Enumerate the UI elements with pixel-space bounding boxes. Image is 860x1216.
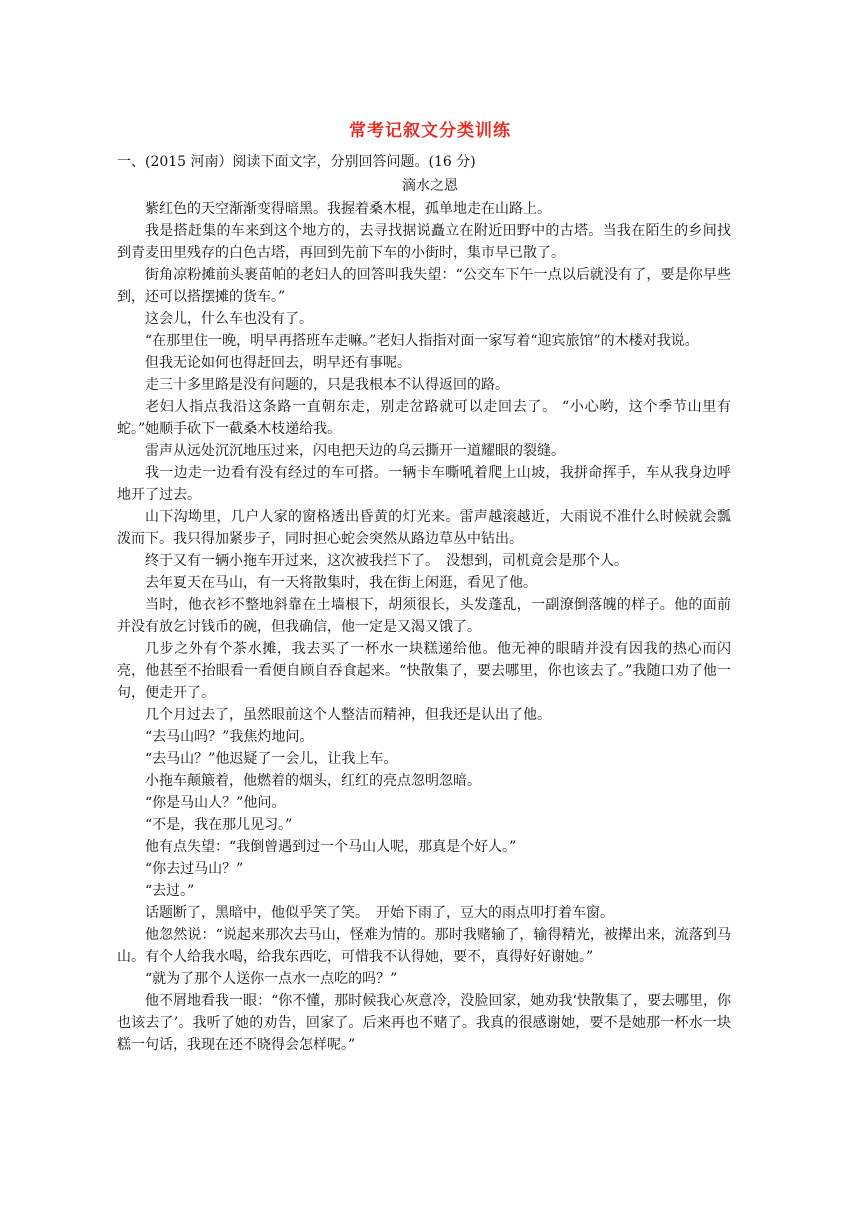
- question-header: 一、(2015 河南）阅读下面文字，分别回答问题。(16 分): [117, 154, 476, 170]
- story-paragraph: 几个月过去了，虽然眼前这个人整洁而精神，但我还是认出了他。: [145, 707, 551, 723]
- story-paragraph: 老妇人指点我沿这条路一直朝东走，别走岔路就可以走回去了。 “小心哟，这个季节山里有蛇。”她顺手砍下一截桑木枝递给我。: [117, 399, 731, 437]
- story-title: 滴水之恩: [402, 178, 458, 194]
- story-paragraph: 话题断了，黑暗中，他似乎笑了笑。 开始下雨了，豆大的雨点叩打着车窗。: [145, 905, 614, 921]
- story-paragraph: 终于又有一辆小拖车开过来，这次被我拦下了。 没想到，司机竟会是那个人。: [145, 553, 628, 569]
- story-paragraph: 街角凉粉摊前头裹苗帕的老妇人的回答叫我失望：“公交车下午一点以后就没有了，要是你早些到，还可以搭摆摊的货车。”: [117, 267, 731, 305]
- story-paragraph: 他不屑地看我一眼：“你不懂，那时候我心灰意冷，没脸回家，她劝我‘快散集了，要去哪里，你也该去了’。我听了她的劝告，回家了。后来再也不赌了。我真的很感谢她，要不是她那一杯水一块糕一句话，我现在还不晓得会怎样呢。”: [117, 993, 731, 1053]
- story-paragraph: 当时，他衣衫不整地斜靠在土墙根下，胡须很长，头发蓬乱，一副潦倒落魄的样子。他的面前并没有放乞讨钱币的碗，但我确信，他一定是又渴又饿了。: [117, 597, 731, 635]
- story-paragraph: “不是，我在那儿见习。”: [145, 817, 293, 833]
- story-paragraph: 走三十多里路是没有问题的，只是我根本不认得返回的路。: [145, 377, 509, 393]
- story-paragraph: 我是搭赶集的车来到这个地方的，去寻找据说矗立在附近田野中的古塔。当我在陌生的乡间找到青麦田里残存的白色古塔，再回到先前下车的小街时，集市早已散了。: [117, 223, 731, 261]
- story-paragraph: 山下沟坳里，几户人家的窗格透出昏黄的灯光来。雷声越滚越近，大雨说不准什么时候就会瓢泼而下。我只得加紧步子，同时担心蛇会突然从路边草丛中钻出。: [117, 509, 731, 547]
- story-paragraph: 雷声从远处沉沉地压过来，闪电把天边的乌云撕开一道耀眼的裂缝。: [145, 443, 565, 459]
- story-paragraph: “去马山？”他迟疑了一会儿，让我上车。: [145, 751, 398, 767]
- story-body: [117, 198, 731, 1056]
- story-paragraph: 他忽然说：“说起来那次去马山，怪难为情的。那时我赌输了，输得精光，被撵出来，流落到马山。有个人给我水喝，给我东西吃，可惜我不认得她，要不，真得好好谢她。”: [117, 927, 731, 965]
- story-paragraph: “就为了那个人送你一点水一点吃的吗？”: [145, 971, 398, 987]
- story-paragraph: “你去过马山？”: [145, 861, 244, 877]
- story-paragraph: 但我无论如何也得赶回去，明早还有事呢。: [145, 355, 411, 371]
- story-paragraph: 我一边走一边看有没有经过的车可搭。一辆卡车嘶吼着爬上山坡，我拼命挥手，车从我身边呼地开了过去。: [117, 465, 731, 503]
- story-paragraph: 紫红色的天空渐渐变得暗黑。我握着桑木棍，孤单地走在山路上。: [145, 201, 551, 217]
- story-paragraph: 小拖车颠簸着，他燃着的烟头，红红的亮点忽明忽暗。: [145, 773, 481, 789]
- story-paragraph: 这会儿，什么车也没有了。: [145, 311, 313, 327]
- story-paragraph: “你是马山人？”他问。: [145, 795, 286, 811]
- story-paragraph: “去马山吗？”我焦灼地问。: [145, 729, 314, 745]
- document-title: 常考记叙文分类训练: [349, 121, 511, 141]
- story-paragraph: “去过。”: [145, 883, 195, 899]
- story-paragraph: “在那里住一晚，明早再搭班车走嘛。”老妇人指指对面一家写着“迎宾旅馆”的木楼对我说。: [145, 333, 699, 349]
- story-paragraph: 去年夏天在马山，有一天将散集时，我在街上闲逛，看见了他。: [145, 575, 537, 591]
- story-paragraph: 他有点失望：“我倒曾遇到过一个马山人呢，那真是个好人。”: [145, 839, 517, 855]
- story-paragraph: 几步之外有个茶水摊，我去买了一杯水一块糕递给他。他无神的眼睛并没有因我的热心而闪亮，他甚至不抬眼看一看便自顾自吞食起来。“快散集了，要去哪里，你也该去了。”我随口劝了他一句，便走开了。: [117, 641, 731, 701]
